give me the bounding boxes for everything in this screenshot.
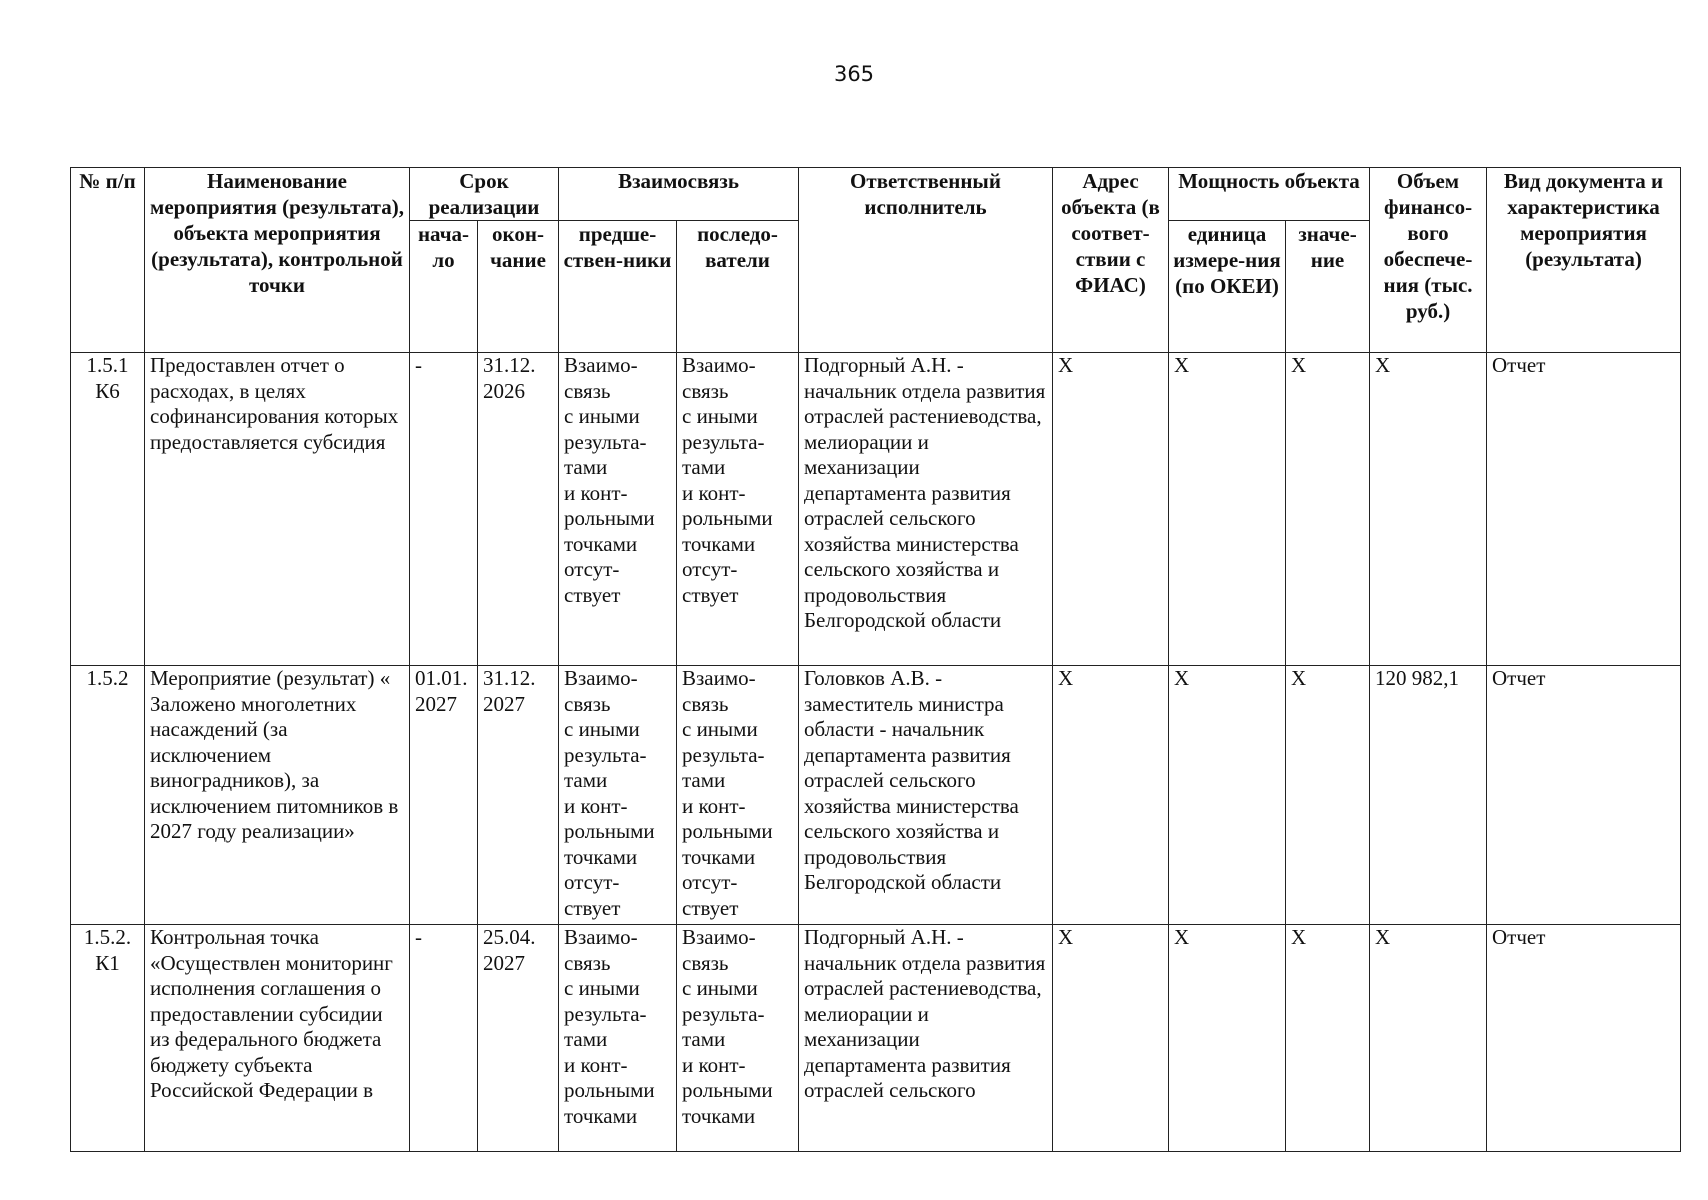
row-name: Предоставлен отчет о расходах, в целях софинансирования которых предоставляется субсидия <box>145 353 410 666</box>
header-name: Наименование мероприятия (результата), объекта мероприятия (результата), контрольной точки <box>145 168 410 353</box>
row-predecessors: Взаимо- связь с иными результа- тами и конт- рольными точками <box>559 925 677 1152</box>
row-value: X <box>1286 925 1370 1152</box>
row-doc: Отчет <box>1487 353 1681 666</box>
row-number: 1.5.2. К1 <box>71 925 145 1152</box>
header-cap-value: значе-ние <box>1286 221 1370 353</box>
header-capacity: Мощность объекта <box>1169 168 1370 221</box>
header-term-end: окон-чание <box>478 221 559 353</box>
row-address: X <box>1053 353 1169 666</box>
header-cap-unit: единица измере-ния (по ОКЕИ) <box>1169 221 1286 353</box>
row-value: X <box>1286 353 1370 666</box>
row-start: - <box>410 925 478 1152</box>
row-successors: Взаимо- связь с иными результа- тами и конт- рольными точками отсут- ствует <box>677 666 799 925</box>
row-address: X <box>1053 925 1169 1152</box>
row-start: - <box>410 353 478 666</box>
row-value: X <box>1286 666 1370 925</box>
row-successors: Взаимо- связь с иными результа- тами и конт- рольными точками отсут- ствует <box>677 353 799 666</box>
row-doc: Отчет <box>1487 666 1681 925</box>
header-rel-next: последо-ватели <box>677 221 799 353</box>
page-number: 365 <box>833 62 875 86</box>
row-unit: X <box>1169 666 1286 925</box>
table-header <box>71 168 1681 353</box>
row-number: 1.5.2 <box>71 666 145 925</box>
header-rel-prev: предше-ствен-ники <box>559 221 677 353</box>
row-predecessors: Взаимо- связь с иными результа- тами и конт- рольными точками отсут- ствует <box>559 353 677 666</box>
table-row <box>71 666 1681 925</box>
row-address: X <box>1053 666 1169 925</box>
header-address: Адрес объекта (в соответ-ствии с ФИАС) <box>1053 168 1169 353</box>
row-doc: Отчет <box>1487 925 1681 1152</box>
row-finance: X <box>1370 925 1487 1152</box>
row-end: 31.12. 2027 <box>478 666 559 925</box>
row-finance: 120 982,1 <box>1370 666 1487 925</box>
row-responsible: Головков А.В. - заместитель министра области - начальник департамента развития отраслей сельского хозяйства министерства сельского хозяйства и продовольствия Белгородской области <box>799 666 1053 925</box>
row-responsible: Подгорный А.Н. - начальник отдела развития отраслей растениеводства, мелиорации и механизации департамента развития отраслей сельского <box>799 925 1053 1152</box>
row-end: 25.04. 2027 <box>478 925 559 1152</box>
table-row <box>71 353 1681 666</box>
header-term-start: нача-ло <box>410 221 478 353</box>
header-term: Срок реализации <box>410 168 559 221</box>
header-responsible: Ответственный исполнитель <box>799 168 1053 353</box>
header-finance: Объем финансо-вого обеспече-ния (тыс. руб.) <box>1370 168 1487 353</box>
row-end: 31.12. 2026 <box>478 353 559 666</box>
row-predecessors: Взаимо- связь с иными результа- тами и конт- рольными точками отсут- ствует <box>559 666 677 925</box>
row-unit: X <box>1169 925 1286 1152</box>
row-number: 1.5.1 К6 <box>71 353 145 666</box>
row-responsible: Подгорный А.Н. - начальник отдела развития отраслей растениеводства, мелиорации и механизации департамента развития отраслей сельского хозяйства министерства сельского хозяйства и продовольствия Белгородской области <box>799 353 1053 666</box>
row-start: 01.01. 2027 <box>410 666 478 925</box>
header-num: № п/п <box>71 168 145 353</box>
activity-table <box>70 167 1681 1152</box>
header-doc-type: Вид документа и характеристика мероприятия (результата) <box>1487 168 1681 353</box>
row-finance: X <box>1370 353 1487 666</box>
header-relation: Взаимосвязь <box>559 168 799 221</box>
table-row <box>71 925 1681 1152</box>
row-name: Контрольная точка «Осуществлен мониторинг исполнения соглашения о предоставлении субсидии из федерального бюджета бюджету субъекта Российской Федерации в <box>145 925 410 1152</box>
row-unit: X <box>1169 353 1286 666</box>
row-name: Мероприятие (результат) « Заложено многолетних насаждений (за исключением виноградников), за исключением питомников в 2027 году реализации» <box>145 666 410 925</box>
row-successors: Взаимо- связь с иными результа- тами и конт- рольными точками <box>677 925 799 1152</box>
